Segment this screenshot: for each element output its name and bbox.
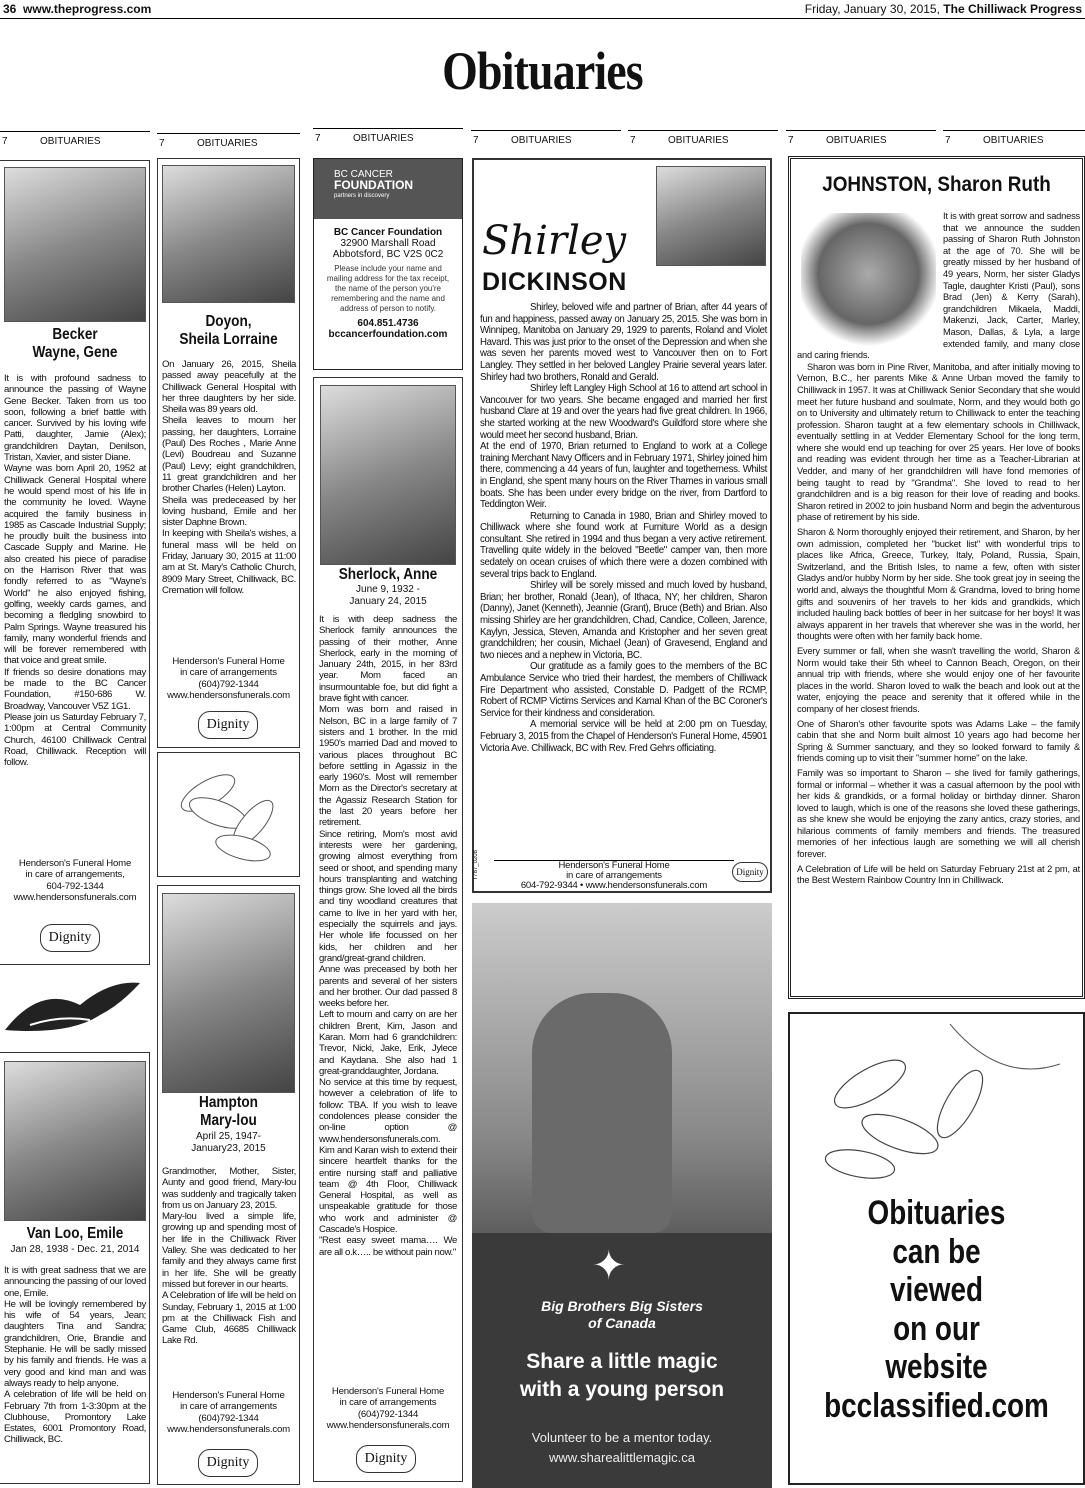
life-dates: June 9, 1932 - January 24, 2015 [349, 584, 427, 607]
bcclassified-ad [788, 1012, 1085, 1485]
first-name-script: Shirley [482, 218, 627, 264]
ad-code: T787_0208 [473, 850, 479, 881]
obituary-text: It is with great sorrow and sadness that we announce the sudden passing of Sharon Ruth Johnston at the age of 70. She will be greatly missed by her husband of 49 years, Norm, her sister Gladys Tagle, daughter Kristi (Paul), sons Brad (Jen) & Kerry (Sarah), grandchildren Mikaela, Maddi, Makenzi, Jack, Carter, Marley, Mason, Dallas, & Lyla, a large extended family, and many close and caring friends. Sharon was born in Pine River, Manitoba, and after initially moving to Vernon, B.C., her parents Mike & Anne Urban moved the family to Chilliwack in 1957. It was at Chilliwack Senior Secondary that she would meet her future husband and soulmate, Norm, and they would both go on to University and ultimately return to Chilliwack to enter the teaching profession. Sharon taught at a few elementary schools in Chilliwack, eventually settling in at Vedder Elementary School for the long term, where she would end up teaching for over 25 years. Her love of books and reading was evident through her time as a Teacher-Librarian at Vedder, and many of her grandchildren will have fond memories of being taught to read by "Grandma". She loved to read to her grandchildren and is a big reason for their love of reading and books. Sharon retired in 2002 to join husband Norm and begin the adventurous phase of retirement by his side. Sharon & Norm thoroughly enjoyed their retirement, and Sharon, by her own admission, completed her "bucket list" with wonderful trips to places like Africa, Greece, Turkey, Italy, Poland, Russia, Spain, Switzerland, and the British Isles, to name a few, often with sister Gladys and/or hubby Norm by her side. She took great joy in seeing the world and, always the thoughtful Mom & Grandma, loved to bring home gifts and souvenirs of her travels to her kids and grandkids, which included hauling back bottles of beer in her suitcase for her boys! It was always apparent in her travels that wherever she was in the world, her thoughts were often with her family back home. Every summer or fall, when she wasn't travelling the world, Sharon & Norm would take their 5th wheel to Cannon Beach, Oregon, on their annual trip with friends, where she would enjoy one of her favourite places in the world. Sharon loved to walk the beach and look out at the water, enjoying the peace and serenity that it offered while in the company of her closest friends. One of Sharon's other favourite spots was Adams Lake – the family cabin that she and Norm built almost 10 years ago had become her Spring & Summer sanctuary, and they so looked forward to family & friends coming up to visit their "summer home" on the lake. Family was so important to Sharon – she lived for family gatherings, formal or informal – whether it was a casual afternoon by the pool with her kids & grandkids, or a formal holiday or birthday dinner. Sharon loved to laugh, which is one of the reasons she loved these gatherings, as she knew she would be enjoying the zany antics, crazy stories, and hilarious comments of family members and friends. The treasured memories of her infectious laugh are something we will all cherish forever. A Celebration of Life will be held on Saturday February 21st at 2 pm, at the Best Western Rainbow Country Inn in Chilliwack. [797, 211, 1080, 886]
dignity-logo: Dignity [198, 1449, 258, 1477]
life-dates: Jan 28, 1938 - Dec. 21, 2014 [10, 1244, 140, 1255]
bbbs-logo-icon: ✦ [592, 1244, 626, 1288]
obituary-dickinson [472, 158, 772, 893]
page-title: Obituaries [442, 41, 643, 101]
obituary-text: It is with deep sadness the Sherlock family announces the passing of their mother, Anne Sherlock, early in the morning of January 24th, 2015, in her 83rd year. Mom faced an insurmountable foe, but did fight a brave fight with cancer. Mom was born and raised in Nelson, BC in a large family of 7 sisters and 1 brother. In the mid 1950's married Dad and moved to various places throughout BC before settling in Agassiz in the early 1960's. Most will remember Mom as the Director's secretary at the Agassiz Research Station for the last 20 years before her retirement. Since retiring, Mom's most avid interests were her gardening, growing almost everything from seed or shoot, and spending many hours transplanting and watching things grow. She loved all the birds and tiny woodland creatures that came to live in her yard with her, especially the squirrels and jays. Her whole life focussed on her kids, her children and her grand/great-grand children. Anne was preceased by both her parents and several of her sisters and her brother. Our dad passed 8 weeks before her. Left to mourn and carry on are her children Brent, Kim, Jason and Karan. Mom had 6 grandchildren: Trevor, Nicki, Jake, Erik, Jylece and Kaydana. She also had 1 great-granddaughter, Jordana. No service at this time by request, however a celebration of life to follow: TBA. If you wish to leave condolences please consider the on-line option @ www.hendersonsfunerals.com. Kim and Karan wish to extend their sincere heartfelt thanks for the entire nursing staff and palliative team @ 4th Floor, Chilliwack General Hospital, as well as unspeakable gratitude for those who work and administer @ Cascade's Hospice. "Rest easy sweet mama…. We are all o.k….. be without pain now." [319, 614, 457, 1258]
obituary-van-loo [0, 1052, 150, 1484]
bcclassified-message: Obituaries can be viewed on our website bcclassified.com [816, 1194, 1056, 1425]
deceased-name: Van Loo, Emile [26, 1225, 124, 1242]
funeral-home-credit: Henderson's Funeral Home in care of arrangements 604-792-9344 • www.hendersonsfunerals.com [494, 860, 734, 891]
funeral-home-credit: Henderson's Funeral Home in care of arrangements (604)792-1344 www.hendersonsfunerals.com [167, 1390, 290, 1435]
funeral-home-credit: Henderson's Funeral Home in care of arrangements (604)792-1344 www.hendersonsfunerals.com [167, 656, 290, 701]
site-url[interactable]: www.theprogress.com [23, 2, 152, 16]
portrait-photo [4, 167, 146, 322]
bc-cancer-logo: BC CANCER FOUNDATION partners in discovery [314, 159, 462, 219]
portrait-photo [4, 1061, 146, 1221]
page-number: 36 [3, 2, 17, 16]
bbbs-website[interactable]: www.sharealittlemagic.ca [549, 1450, 695, 1465]
lily-graphic [157, 752, 300, 877]
column-header: 7 OBITUARIES [313, 128, 463, 148]
bbbs-cta: Volunteer to be a mentor today. www.sharealittlemagic.ca [472, 1428, 772, 1468]
obituary-hampton [157, 885, 300, 1485]
obituary-johnston [788, 156, 1085, 999]
deceased-name: Doyon, Sheila Lorraine [179, 313, 278, 348]
bc-cancer-foundation-ad: BC CANCER FOUNDATION partners in discovery BC Cancer Foundation 32900 Marshall Road Abbotsford, BC V2S 0C2 Please include your name and mailing address for the tax receipt, the name of the person you're remembering and the name and address of person to notify. 604.851.4736 bccancerfoundation.com [313, 158, 463, 370]
obituary-text: On January 26, 2015, Sheila passed away peacefully at the Chilliwack General Hospital with her three daughters by her side. Sheila was 89 years old. Sheila leaves to mourn her passing, her daughters, Lorraine (Paul) Des Roches , Marie Anne (Levi) Boudreau and Suzanne (Paul) Levy; eight grandchildren, 11 great grandchildren and her brother Charles (Helen) Layton. Sheila was predeceased by her loving husband, Emile and her sister Daphne Brown. In keeping with Sheila's wishes, a funeral mass will be held on Friday, January 30, 2015 at 11:00 am at St. Mary's Catholic Church, 8909 Mary Street, Chilliwack, BC. Cremation will follow. [162, 359, 296, 596]
deceased-name: Hampton Mary-lou [199, 1094, 258, 1129]
column-header: 7 OBITUARIES [786, 130, 936, 150]
portrait-photo [162, 893, 295, 1093]
lily-graphic [800, 1024, 1070, 1194]
dove-graphic [0, 975, 150, 1040]
life-dates: April 25, 1947- January23, 2015 [191, 1131, 266, 1154]
funeral-home-credit: Henderson's Funeral Home in care of arrangements (604)792-1344 www.hendersonsfunerals.com [326, 1386, 450, 1431]
dignity-logo: Dignity [732, 862, 768, 882]
bbbs-headline: Share a little magic with a young person [519, 1350, 725, 1401]
obituary-doyon [157, 158, 300, 748]
bbbs-org-name: Big Brothers Big Sisters of Canada [541, 1298, 703, 1331]
obituary-text: It is with profound sadness to announce the passing of Wayne Gene Becker. Taken from us too soon, following a brief battle with cancer. Survived by his loving wife Patti, daughter, Jamie (Alex); grandchildren Daytan, Denilson, Tristan, Xavier, and sister Diane. Wayne was born April 20, 1952 at Chilliwack General Hospital where he would spend most of his life in the community he loved. Wayne acquired the family business in 1985 as Cascade Industrial Supply; he proudly built the business into Cascade Supply and Marine. He also created his piece of paradise on the Harrison River that was fondly referred to as "Wayne's World" he also enjoyed fishing, golfing, weekly cards games, and becoming a fledgling snowbird to Palm Springs. Wayne treasured his family, many wonderful friends and will be forever remembered with that voice and great smile. If friends so desire donations may be made to the BC Cancer Foundation, #150-686 W. Broadway, Vancouver V5Z 1G1. Please join us Saturday February 7, 1:00pm at Central Community Church, 46100 Chilliwack Central Road, Chilliwack. Reception will follow. [4, 373, 146, 769]
bc-cancer-website[interactable]: bccancerfoundation.com [328, 329, 448, 340]
page-header [0, 0, 1085, 19]
big-brothers-big-sisters-ad [472, 903, 772, 1488]
column-header: 7 OBITUARIES [0, 131, 150, 151]
dignity-logo: Dignity [356, 1445, 416, 1473]
column-header: 7 OBITUARIES [471, 130, 621, 150]
obituary-text: Grandmother, Mother, Sister, Aunty and good friend, Mary-lou was suddenly and tragically taken from us on January 23, 2015. Mary-lou lived a simple life, growing up and spending most of her life in the Chilliwack River Valley. She was dedicated to her family and they always came first in her life. She will be greatly missed but forever in our hearts. A Celebration of life will be held on Sunday, February 1, 2015 at 1:00 pm at the Chilliwack Fish and Game Club, 46685 Chilliwack Lake Rd. [162, 1166, 296, 1347]
dignity-logo: Dignity [198, 711, 258, 739]
surname: DICKINSON [482, 268, 627, 296]
portrait-photo [656, 166, 766, 266]
portrait-photo [320, 385, 456, 565]
portrait-photo [162, 165, 295, 303]
bcclassified-website[interactable]: bcclassified.com [824, 1386, 1049, 1425]
obituary-text: Shirley, beloved wife and partner of Brian, after 44 years of fun and happiness, passed away on January 25, 2015. She was born in Winnipeg, Manitoba on January 29, 1929 to parents, Roland and Violet Havard. This was just prior to the onset of the Depression and when she was seven her parents moved west to Vancouver then on to Fort Langley. They settled in her beloved Langley Prairie several years later. Shirley had two brothers, Ronald and Gerald. Shirley left Langley High School at 16 to attend art school in Vancouver for two years. She became engaged and married her first husband Clare at 19 and over the years had five great children. In 1966, she started working at the new Woodward's Guildford store where she would meet her second husband, Brian. At the end of 1970, Brian returned to England to work at a College training Merchant Navy Officers and in February 1971, Shirley joined him there, commencing a 44 years of fun, laughter and togetherness. Whilst in England, she spent many hours on the River Thames in various small boats. She has been under every bridge on the river, from Dartford to Teddington Weir. Returning to Canada in 1980, Brian and Shirley moved to Chilliwack where she found work at Furniture World as a design consultant. She retired in 1994 and thus began a very active retirement. Travelling quite widely in the beloved "Beetle" camper van, then more sedately on ocean cruises of which there were a dozen combined with several trips back to England. Shirley will be sorely missed and much loved by husband, Brian; her brother, Ronald (Jean), of Ithaca, NY; her children, Sharon (Danny), Janet (Kenneth), Jeannie (Grant), Bruce (Beth) and Brian. Also missing Shirley are her grandchildren, Chad, Candice, Colleen, Jarence, Kaylyn, Jessica, Steven, Amanda and Kristopher and her seven great grandchildren; her cousin, Michael (Jean) of Gravesend, England and two nieces and a nephew in Victoria, BC. Our gratitude as a family goes to the members of the BC Ambulance Service who tried their hardest, the members of Chilliwack Fire Department who assisted, Constable D. Padgett of the RCMP, Robert of RCMP Victims Services and Kamal Khan of the BC Coroner's Service for their kindness and consideration. A memorial service will be held at 2:00 pm on Tuesday, February 3, 2015 from the Chapel of Henderson's Funeral Home, 45901 Victoria Ave. Chilliwack, BC with Rev. Fred Gehrs officiating. [480, 302, 767, 754]
column-header: 7 OBITUARIES [628, 130, 778, 150]
paper-name: The Chilliwack Progress [943, 2, 1082, 16]
deceased-name: JOHNSTON, Sharon Ruth [822, 173, 1051, 196]
funeral-home-credit: Henderson's Funeral Home in care of arrangements, 604-792-1344 www.hendersonsfunerals.com [13, 858, 137, 903]
issue-date: Friday, January 30, 2015, [804, 2, 940, 16]
obituary-sherlock [313, 377, 463, 1482]
column-header: 7 OBITUARIES [157, 133, 300, 153]
column-header: 7 OBITUARIES [943, 130, 1085, 150]
obituary-becker [0, 160, 150, 965]
ad-photo [532, 993, 672, 1233]
dignity-logo: Dignity [40, 924, 100, 952]
deceased-name: Sherlock, Anne [338, 566, 438, 583]
obituary-text: It is with great sadness that we are announcing the passing of our loved one, Emile. He will be lovingly remembered by his wife of 54 years, Jean; daughters Tina and Sandra; grandchildren, Orie, Brandie and Stephanie. He will be sadly missed by his family and friends. He was a very good and kind man and was always ready to help anyone. A celebration of life will be held on February 7th from 1-3:30pm at the Clubhouse, Promontory Lake Estates, 6001 Promontory Road, Chilliwack, BC. [4, 1265, 146, 1446]
deceased-name: Becker Wayne, Gene [32, 326, 118, 361]
